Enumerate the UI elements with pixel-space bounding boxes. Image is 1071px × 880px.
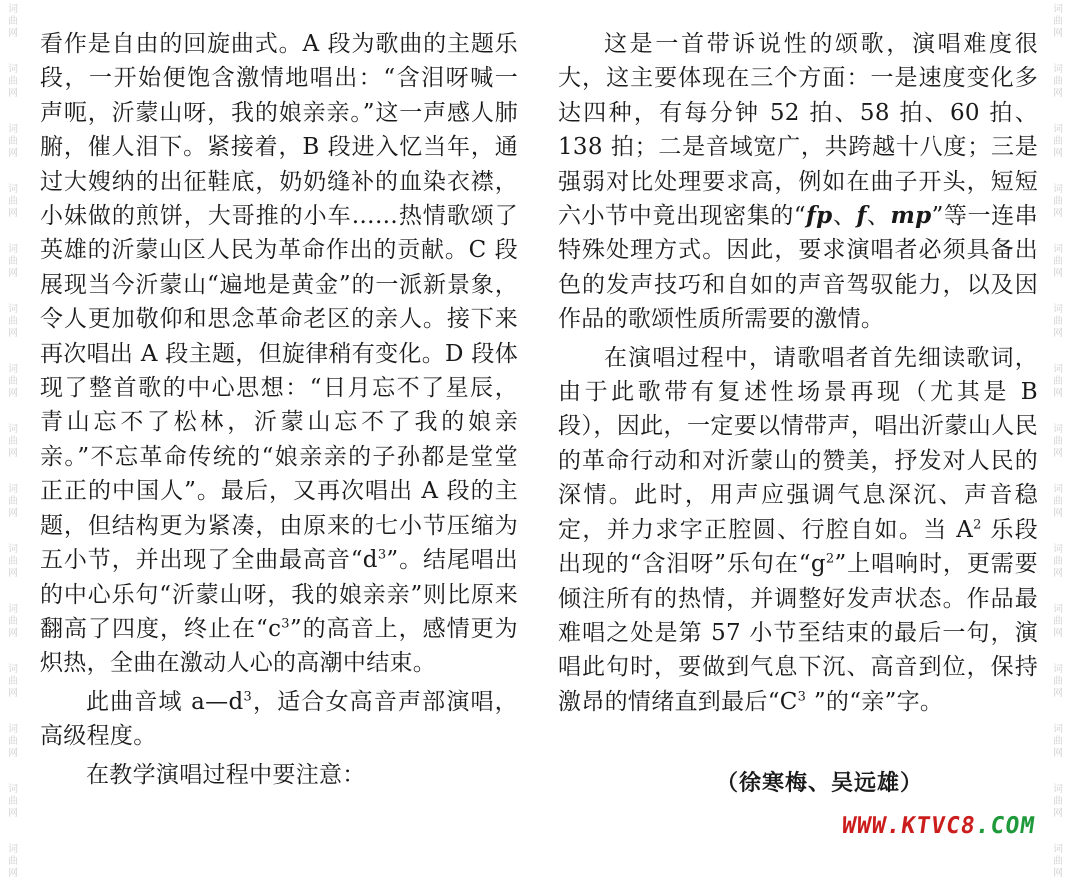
margin-watermark-glyph: 词 曲 网: [1053, 604, 1063, 639]
superscript: 2: [973, 517, 982, 533]
margin-watermark-glyph: 词 曲 网: [1053, 184, 1063, 219]
separator: 、: [866, 203, 891, 230]
superscript: 3: [377, 547, 387, 563]
margin-watermark-glyph: 词 曲 网: [8, 664, 18, 699]
right-p2-b: 乐段出现的“含泪呀”乐句在“g: [558, 516, 1038, 578]
right-paragraph-2: [558, 341, 1038, 719]
left-paragraph-1: [40, 27, 518, 681]
right-p1-text: 这是一首带诉说性的颂歌，演唱难度很大，这主要体现在三个方面：一是速度变化多达四种，有每分钟 52 拍、58 拍、60 拍、138 拍；二是音域宽广，共跨越十八度；三是强弱对比处理要求高，例如在曲子开头，短短六小节中竟出现密集的“: [558, 31, 1038, 230]
left-p1-mid: ”。结尾唱出的中心乐句“沂蒙山呀，我的娘亲亲”则比原来翻高了四度，终止在“c: [40, 547, 519, 642]
right-p2-c: ”上唱响时，更需要倾注所有的热情，并调整好发声状态。作品最难唱之处是第 57 小节至结束的最后一句，演唱此句时，要做到气息下沉、高音到位，保持激昂的情绪直到最后“C: [558, 551, 1038, 715]
separator: 、: [832, 203, 857, 230]
right-paragraph-1: [558, 27, 1038, 337]
margin-watermark-glyph: 词 曲 网: [8, 244, 18, 279]
margin-watermark-glyph: 词 曲 网: [8, 304, 18, 339]
margin-watermark-glyph: 词 曲 网: [8, 4, 18, 39]
margin-watermark-glyph: 词 曲 网: [8, 484, 18, 519]
superscript: 3: [797, 689, 807, 705]
superscript: 3: [281, 616, 290, 632]
author-signature: （徐寒梅、吴远雄）: [716, 771, 924, 796]
left-p1-end: ”的高音上，感情更为炽热，全曲在激动人心的高潮中结束。: [40, 615, 518, 677]
dynamic-marking: mp: [890, 202, 932, 230]
margin-watermark-glyph: 词 曲 网: [8, 724, 18, 759]
left-paragraph-3: 在教学演唱过程中要注意：: [86, 761, 366, 788]
url-prefix: WWW.: [840, 813, 904, 839]
url-suffix: .COM: [973, 813, 1037, 839]
margin-watermark-glyph: 词 曲 网: [8, 424, 18, 459]
right-p2-text: 在演唱过程中，请歌唱者首先细读歌词，由于此歌带有复述性场景再现（尤其是 B 段），因此，一定要以情带声，唱出沂蒙山人民的革命行动和对沂蒙山的赞美，抒发对人民的深情。此时，用声应强调气息深沉、声音稳定，并力求字正腔圆、行腔自如。当 A: [558, 344, 1038, 543]
right-text-column: [558, 27, 1038, 719]
left-paragraph-2: [40, 685, 518, 754]
superscript: 2: [825, 551, 835, 567]
margin-watermark-glyph: 词 曲 网: [1053, 64, 1063, 99]
margin-watermark-glyph: 词 曲 网: [1053, 424, 1063, 459]
margin-watermark-glyph: 词 曲 网: [8, 64, 18, 99]
url-brand: KTVC8: [899, 813, 978, 839]
dynamic-marking: f: [856, 202, 867, 230]
margin-watermark-glyph: 词 曲 网: [1053, 4, 1063, 39]
left-p2-text: 此曲音域 a—d: [86, 688, 244, 715]
right-p2-end: ”的“亲”字。: [806, 688, 944, 715]
right-margin-watermark: [1045, 0, 1071, 879]
margin-watermark-glyph: 词 曲 网: [1053, 724, 1063, 759]
margin-watermark-glyph: 词 曲 网: [1053, 124, 1063, 159]
margin-watermark-glyph: 词 曲 网: [1053, 244, 1063, 279]
left-text-column: [40, 27, 518, 792]
margin-watermark-glyph: 词 曲 网: [8, 184, 18, 219]
margin-watermark-glyph: 词 曲 网: [8, 604, 18, 639]
margin-watermark-glyph: 词 曲 网: [1053, 544, 1063, 579]
site-watermark-url: [840, 813, 1037, 839]
margin-watermark-glyph: 词 曲 网: [8, 544, 18, 579]
dynamic-marking: fp: [805, 202, 833, 230]
margin-watermark-glyph: 词 曲 网: [1053, 664, 1063, 699]
margin-watermark-glyph: 词 曲 网: [1053, 484, 1063, 519]
margin-watermark-glyph: 词 曲 网: [1053, 844, 1063, 879]
superscript: 3: [243, 689, 253, 705]
margin-watermark-glyph: 词 曲 网: [8, 124, 18, 159]
margin-watermark-glyph: 词 曲 网: [8, 844, 18, 879]
left-margin-watermark: [0, 0, 26, 879]
margin-watermark-glyph: 词 曲 网: [1053, 784, 1063, 819]
margin-watermark-glyph: 词 曲 网: [8, 784, 18, 819]
margin-watermark-glyph: 词 曲 网: [8, 364, 18, 399]
left-p2-end: ，适合女高音声部演唱，高级程度。: [40, 688, 518, 750]
margin-watermark-glyph: 词 曲 网: [1053, 364, 1063, 399]
margin-watermark-glyph: 词 曲 网: [1053, 304, 1063, 339]
right-p1-end: ”等一连串特殊处理方式。因此，要求演唱者必须具备出色的发声技巧和自如的声音驾驭能力，以及因作品的歌颂性质所需要的激情。: [558, 203, 1038, 333]
left-p1-text: 看作是自由的回旋曲式。A 段为歌曲的主题乐段，一开始便饱含激情地唱出：“含泪呀喊一声呃，沂蒙山呀，我的娘亲亲。”这一声感人肺腑，催人泪下。紧接着，B 段进入忆当年，通过大嫂纳的出征鞋底，奶奶缝补的血染衣襟，小妹做的煎饼，大哥推的小车……热情歌颂了英雄的沂蒙山区人民为革命作出的贡献。C 段展现当今沂蒙山“遍地是黄金”的一派新景象，令人更加敬仰和思念革命老区的亲人。接下来再次唱出 A 段主题，但旋律稍有变化。D 段体现了整首歌的中心思想：“日月忘不了星辰，青山忘不了松林，沂蒙山忘不了我的娘亲亲。”不忘革命传统的“娘亲亲的子孙都是堂堂正正的中国人”。最后，又再次唱出 A 段的主题，但结构更为紧凑，由原来的七小节压缩为五小节，并出现了全曲最高音“d: [40, 31, 518, 574]
